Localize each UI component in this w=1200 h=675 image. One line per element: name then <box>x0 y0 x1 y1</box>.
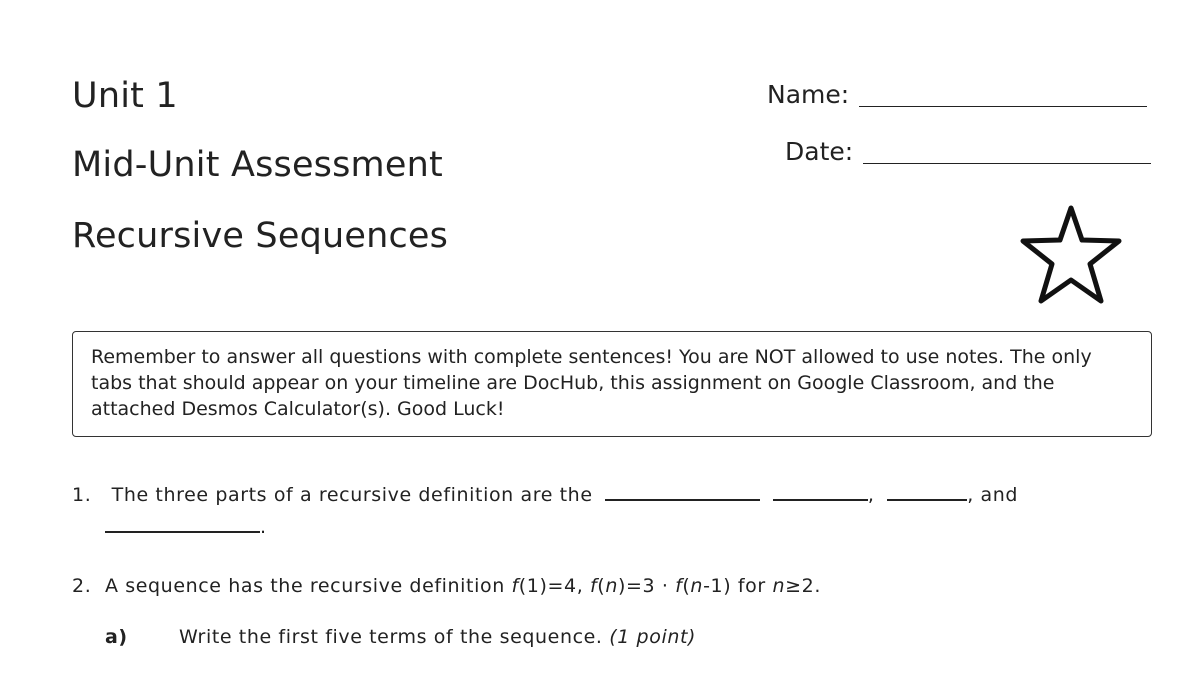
part-label: a) <box>105 626 128 648</box>
answer-blank[interactable] <box>105 512 260 533</box>
date-field <box>785 137 1151 166</box>
question-1 <box>72 480 1132 506</box>
math-n: n <box>605 575 618 597</box>
assessment-title: Mid-Unit Assessment <box>72 145 443 185</box>
math-f: f <box>675 575 683 597</box>
question-number: 2. <box>72 575 92 597</box>
math-n: n <box>690 575 704 597</box>
math-text: ( <box>682 575 691 597</box>
answer-blank[interactable] <box>605 480 760 501</box>
name-input-line[interactable] <box>859 106 1147 107</box>
unit-title: Unit 1 <box>72 76 178 116</box>
question-text: A sequence has the recursive definition <box>105 575 512 597</box>
math-n: n <box>772 575 786 597</box>
separator: , <box>867 484 875 506</box>
date-input-line[interactable] <box>863 163 1151 164</box>
math-text: -1) for <box>703 575 773 597</box>
star-outline-icon <box>1018 204 1124 306</box>
question-2-part-a <box>105 626 696 648</box>
question-1-continuation <box>105 512 266 538</box>
answer-blank[interactable] <box>773 480 868 501</box>
question-number: 1. <box>72 484 92 506</box>
math-text: ≥2. <box>785 575 821 597</box>
math-text: ( <box>597 575 606 597</box>
part-text: Write the first five terms of the sequence. <box>179 626 610 648</box>
math-f: f <box>590 575 598 597</box>
instructions-box <box>72 331 1152 437</box>
question-2 <box>72 575 821 597</box>
name-label: Name: <box>767 80 850 109</box>
instructions-text: Remember to answer all questions with complete sentences! You are NOT allowed to use notes. The only tabs that should appear on your timeline are DocHub, this assignment on Google Classroom, and the attached Desmos Calculator(s). Good Luck! <box>91 346 1092 420</box>
point-value: (1 point) <box>609 626 697 648</box>
answer-blank[interactable] <box>887 480 967 501</box>
math-text: (1)=4, <box>518 575 590 597</box>
period: . <box>260 516 267 538</box>
question-text: The three parts of a recursive definition are the <box>111 484 593 506</box>
separator: , and <box>967 484 1019 506</box>
name-field <box>767 80 1147 109</box>
math-text: )=3 · <box>617 575 676 597</box>
math-f: f <box>511 575 519 597</box>
date-label: Date: <box>785 137 854 166</box>
topic-title: Recursive Sequences <box>72 216 449 256</box>
